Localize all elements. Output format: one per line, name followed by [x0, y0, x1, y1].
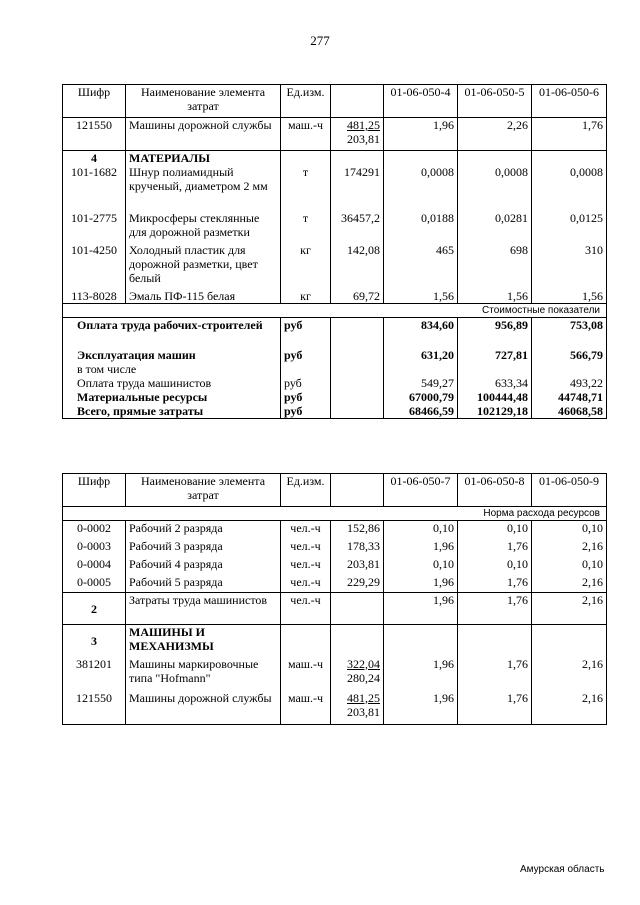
section-title: МАШИНЫ И МЕХАНИЗМЫ — [126, 625, 281, 657]
row-price: 174291 — [331, 165, 384, 211]
row-price: 142,08 — [331, 243, 384, 289]
summary-unit: руб — [281, 318, 331, 348]
row-value-3: 1,76 — [532, 118, 607, 151]
summary-value-1: 68466,59 — [384, 404, 458, 419]
row-unit: маш.-ч — [281, 118, 331, 151]
row-unit: кг — [281, 243, 331, 289]
row-name: Микросферы стеклянные для дорожной разметки — [126, 211, 281, 243]
col-header-code: Шифр — [63, 85, 126, 118]
summary-value-2: 633,34 — [458, 376, 532, 390]
table-row — [63, 593, 607, 625]
row-value-2: 1,56 — [458, 289, 532, 304]
summary-value-2: 956,89 — [458, 318, 532, 348]
section-code: 3 — [63, 625, 126, 657]
summary-row — [63, 362, 607, 376]
row-price: 178,33 — [331, 539, 384, 557]
table-row — [63, 575, 607, 593]
row-code: 0-0005 — [63, 575, 126, 593]
table-row — [63, 691, 607, 725]
row-value-2: 0,10 — [458, 521, 532, 539]
row-value-3: 0,10 — [532, 521, 607, 539]
summary-row — [63, 376, 607, 390]
row-name: Шнур полиамидный крученый, диаметром 2 мм — [126, 165, 281, 211]
summary-value-3: 493,22 — [532, 376, 607, 390]
table-row — [63, 521, 607, 539]
summary-unit: руб — [281, 376, 331, 390]
table-row — [63, 118, 607, 151]
resource-table-2 — [62, 473, 607, 725]
col-header-unit: Ед.изм. — [281, 85, 331, 118]
table-row — [63, 165, 607, 211]
row-value-1: 465 — [384, 243, 458, 289]
summary-value-2: 102129,18 — [458, 404, 532, 419]
row-unit: кг — [281, 289, 331, 304]
row-value-2: 1,76 — [458, 657, 532, 691]
table-header-row — [63, 85, 607, 118]
row-unit: т — [281, 211, 331, 243]
row-value-2: 1,76 — [458, 539, 532, 557]
row-code: 2 — [63, 593, 126, 625]
row-price: 152,86 — [331, 521, 384, 539]
row-price: 203,81 — [331, 557, 384, 575]
row-price: 229,29 — [331, 575, 384, 593]
row-unit: чел.-ч — [281, 575, 331, 593]
row-name: Машины дорожной службы — [126, 118, 281, 151]
row-name: Рабочий 4 разряда — [126, 557, 281, 575]
summary-unit: руб — [281, 390, 331, 404]
section-code: 4 — [63, 151, 126, 166]
row-value-3: 0,10 — [532, 557, 607, 575]
col-header-price — [331, 474, 384, 507]
table-row — [63, 211, 607, 243]
row-value-2: 0,0281 — [458, 211, 532, 243]
row-code: 121550 — [63, 691, 126, 725]
row-name: Затраты труда машинистов — [126, 593, 281, 625]
col-header-name: Наименование элемента затрат — [126, 474, 281, 507]
row-value-1: 1,96 — [384, 575, 458, 593]
row-code: 113-8028 — [63, 289, 126, 304]
row-value-1: 0,0008 — [384, 165, 458, 211]
summary-value-3: 46068,58 — [532, 404, 607, 419]
row-value-3: 1,56 — [532, 289, 607, 304]
summary-name: Эксплуатация машин — [63, 348, 281, 362]
col-header-norm-2: 01-06-050-5 — [458, 85, 532, 118]
resource-table-1 — [62, 84, 607, 419]
table-row — [63, 557, 607, 575]
row-value-3: 2,16 — [532, 575, 607, 593]
row-value-3: 2,16 — [532, 657, 607, 691]
summary-name: в том числе — [63, 362, 281, 376]
row-value-1: 1,96 — [384, 691, 458, 725]
row-price-main: 481,25 — [347, 690, 380, 705]
row-price-main: 322,04 — [347, 656, 380, 671]
summary-value-1: 631,20 — [384, 348, 458, 362]
row-unit: чел.-ч — [281, 557, 331, 575]
row-code: 121550 — [63, 118, 126, 151]
summary-row — [63, 348, 607, 362]
row-value-1: 1,96 — [384, 593, 458, 625]
row-price-secondary: 203,81 — [347, 704, 380, 719]
row-name: Холодный пластик для дорожной разметки, цвет белый — [126, 243, 281, 289]
row-name: Машины маркировочные типа "Hofmann" — [126, 657, 281, 691]
row-code: 101-4250 — [63, 243, 126, 289]
row-code: 0-0002 — [63, 521, 126, 539]
row-value-1: 0,10 — [384, 521, 458, 539]
row-value-2: 0,10 — [458, 557, 532, 575]
table-header-row — [63, 474, 607, 507]
row-price-main: 481,25 — [347, 118, 380, 132]
summary-row — [63, 318, 607, 348]
summary-value-3: 753,08 — [532, 318, 607, 348]
summary-value-2: 100444,48 — [458, 390, 532, 404]
row-value-2: 1,76 — [458, 575, 532, 593]
row-unit: чел.-ч — [281, 521, 331, 539]
summary-name: Оплата труда машинистов — [63, 376, 281, 390]
table-row — [63, 243, 607, 289]
row-code: 101-2775 — [63, 211, 126, 243]
row-price: 36457,2 — [331, 211, 384, 243]
row-value-3: 2,16 — [532, 691, 607, 725]
row-unit: т — [281, 165, 331, 211]
row-value-2: 1,76 — [458, 593, 532, 625]
section-label-row — [63, 304, 607, 318]
summary-value-3: 566,79 — [532, 348, 607, 362]
summary-row — [63, 404, 607, 419]
row-value-1: 1,96 — [384, 118, 458, 151]
section-label-row — [63, 507, 607, 521]
col-header-norm-3: 01-06-050-6 — [532, 85, 607, 118]
summary-value-1: 67000,79 — [384, 390, 458, 404]
summary-unit: руб — [281, 348, 331, 362]
row-name: Рабочий 5 разряда — [126, 575, 281, 593]
col-header-code: Шифр — [63, 474, 126, 507]
col-header-norm-3: 01-06-050-9 — [532, 474, 607, 507]
col-header-unit: Ед.изм. — [281, 474, 331, 507]
section-label: Норма расхода ресурсов — [63, 507, 607, 521]
row-value-3: 2,16 — [532, 539, 607, 557]
row-unit: чел.-ч — [281, 593, 331, 625]
row-value-2: 2,26 — [458, 118, 532, 151]
row-code: 0-0004 — [63, 557, 126, 575]
section-row-materials — [63, 151, 607, 166]
summary-value-3: 44748,71 — [532, 390, 607, 404]
row-price: 69,72 — [331, 289, 384, 304]
page-number: 277 — [310, 33, 330, 48]
row-value-3: 0,0008 — [532, 165, 607, 211]
table-row — [63, 539, 607, 557]
row-value-3: 310 — [532, 243, 607, 289]
row-value-1: 1,96 — [384, 539, 458, 557]
col-header-norm-1: 01-06-050-4 — [384, 85, 458, 118]
row-value-1: 0,0188 — [384, 211, 458, 243]
summary-unit: руб — [281, 404, 331, 419]
summary-name: Материальные ресурсы — [63, 390, 281, 404]
table-row — [63, 657, 607, 691]
row-price — [331, 657, 384, 691]
table-row — [63, 289, 607, 304]
row-price-secondary: 280,24 — [347, 670, 380, 685]
summary-name: Всего, прямые затраты — [63, 404, 281, 419]
row-code: 381201 — [63, 657, 126, 691]
footer-region-label: Амурская область — [520, 864, 605, 875]
row-value-2: 1,76 — [458, 691, 532, 725]
col-header-name: Наименование элемента затрат — [126, 85, 281, 118]
row-code: 101-1682 — [63, 165, 126, 211]
col-header-norm-2: 01-06-050-8 — [458, 474, 532, 507]
section-title: МАТЕРИАЛЫ — [126, 151, 281, 166]
row-value-3: 2,16 — [532, 593, 607, 625]
summary-value-1: 834,60 — [384, 318, 458, 348]
summary-row — [63, 390, 607, 404]
summary-name: Оплата труда рабочих-строителей — [63, 318, 281, 348]
row-unit: маш.-ч — [281, 691, 331, 725]
row-name: Рабочий 2 разряда — [126, 521, 281, 539]
col-header-price — [331, 85, 384, 118]
section-row-machines — [63, 625, 607, 657]
row-value-1: 1,56 — [384, 289, 458, 304]
row-name: Эмаль ПФ-115 белая — [126, 289, 281, 304]
row-price-secondary: 203,81 — [347, 132, 380, 146]
row-price — [331, 691, 384, 725]
row-name: Машины дорожной службы — [126, 691, 281, 725]
summary-value-1: 549,27 — [384, 376, 458, 390]
row-value-1: 0,10 — [384, 557, 458, 575]
section-label: Стоимостные показатели — [63, 304, 607, 318]
row-name: Рабочий 3 разряда — [126, 539, 281, 557]
row-code: 0-0003 — [63, 539, 126, 557]
row-value-1: 1,96 — [384, 657, 458, 691]
row-value-3: 0,0125 — [532, 211, 607, 243]
row-unit: чел.-ч — [281, 539, 331, 557]
col-header-norm-1: 01-06-050-7 — [384, 474, 458, 507]
row-unit: маш.-ч — [281, 657, 331, 691]
summary-value-2: 727,81 — [458, 348, 532, 362]
row-value-2: 698 — [458, 243, 532, 289]
row-value-2: 0,0008 — [458, 165, 532, 211]
row-price — [331, 118, 384, 151]
